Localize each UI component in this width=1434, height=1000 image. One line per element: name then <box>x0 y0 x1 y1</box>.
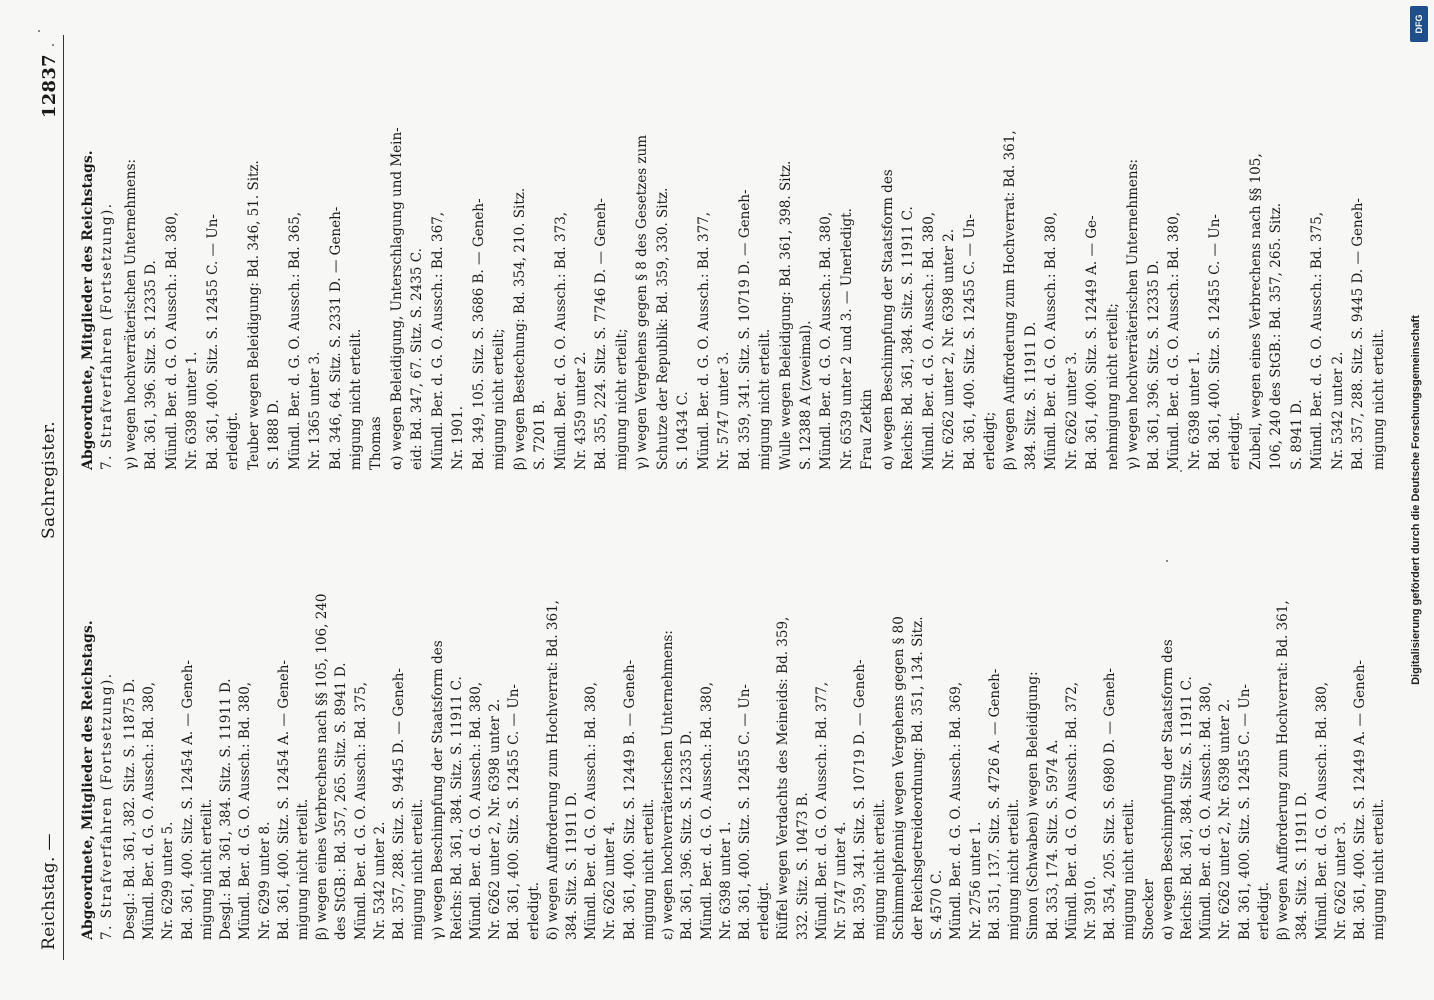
text-line: Mündl. Ber. d. G. O. Aussch.: Bd. 380, <box>1043 211 1060 470</box>
text-line: Nr. 6262 unter 3. <box>1332 821 1349 940</box>
text-line: Mündl. Ber. d. G. O. Aussch.: Bd. 380, <box>141 681 158 940</box>
text-line: Nr. 4359 unter 2. <box>572 351 589 470</box>
text-line: Mündl. Ber. d. G. O. Aussch.: Bd. 367, <box>429 211 446 470</box>
text-line: Bd. 357, 288. Sitz. S. 9445 D. — Geneh- <box>391 668 408 940</box>
text-line: Nr. 5342 unter 2. <box>371 821 388 940</box>
text-line: γ) wegen hochverräterischen Unternehmens: <box>123 158 139 470</box>
text-line: γ) wegen Beschimpfung der Staatsform des <box>429 640 446 940</box>
text-line: Desgl.: Bd. 361, 382. Sitz. S. 11875 D. <box>122 678 138 940</box>
text-line: β) wegen Bestechung: Bd. 354, 210. Sitz. <box>511 187 528 470</box>
rotated-page <box>17 30 1417 970</box>
text-line: Mündl. Ber. d. G. O. Aussch.: Bd. 375, <box>1309 211 1326 470</box>
text-line: Schutze der Republik: Bd. 359, 330. Sitz. <box>654 187 671 470</box>
text-line: Rüffel wegen Verdachts des Meineids: Bd. 359, <box>775 616 792 940</box>
text-line: Bd. 353, 174. Sitz. S. 5974 A. <box>1044 739 1061 940</box>
text-line: Mündl. Ber. d. G. O. Aussch.: Bd. 375, <box>352 681 369 940</box>
column-body <box>121 55 1389 470</box>
text-line: S. 8941 D. <box>1288 399 1305 470</box>
text-line: migung nicht erteilt. <box>640 798 657 940</box>
text-line: migung nicht erteilt; <box>613 328 630 470</box>
text-line: Mündl. Ber. d. G. O. Aussch.: Bd. 365, <box>286 211 303 470</box>
text-line: Bd. 361, 400. Sitz. S. 12455 C. — Un- <box>1207 214 1224 470</box>
dfg-logo: DFG <box>1410 6 1428 42</box>
text-line: β) wegen Aufforderung zum Hochverrat: Bd. 361, <box>1002 130 1019 470</box>
text-line: erledigt. <box>525 881 542 940</box>
text-line: S. 7201 B. <box>532 399 549 470</box>
text-line: Bd. 361, 400. Sitz. S. 12454 A. — Geneh- <box>179 660 196 940</box>
scan-speck <box>1180 470 1182 472</box>
text-line: Simon (Schwaben) wegen Beleidigung: <box>1025 671 1042 940</box>
text-line: Bd. 361, 400. Sitz. S. 12455 C. — Un- <box>506 684 523 940</box>
text-line: Mündl. Ber. d. G. O. Aussch.: Bd. 380, <box>237 681 254 940</box>
scan-speck <box>52 44 54 46</box>
text-line: Mündl. Ber. d. G. O. Aussch.: Bd. 380, <box>163 211 180 470</box>
text-line: Nr. 5747 unter 3. <box>716 351 733 470</box>
text-line: Mündl. Ber. d. G. O. Aussch.: Bd. 372, <box>1063 681 1080 940</box>
text-line: Mündl. Ber. d. G. O. Aussch.: Bd. 377, <box>695 211 712 470</box>
column-heading: Abgeordnete, Mitglieder des Reichstags. <box>80 150 96 470</box>
text-line: migung nicht erteilt. <box>294 798 311 940</box>
text-line: S. 1888 D. <box>266 399 283 470</box>
column-right <box>79 55 1389 470</box>
text-line: des StGB.: Bd. 357, 265. Sitz. S. 8941 D. <box>333 662 350 940</box>
text-line: 384. Sitz. S. 11911 D. <box>1022 321 1039 470</box>
text-line: Stoecker <box>1140 879 1157 940</box>
scan-speck <box>38 30 40 32</box>
text-line: Nr. 2756 unter 1. <box>967 821 984 940</box>
text-line: δ) wegen Aufforderung zum Hochverrat: Bd. 361, <box>544 600 561 940</box>
text-line: erledigt. <box>225 411 242 470</box>
text-line: migung nicht erteilt. <box>1371 798 1388 940</box>
text-line: β) wegen eines Verbrechens nach §§ 105, 106, 240 <box>314 593 331 940</box>
text-line: der Reichsgetreideordnung: Bd. 351, 134. Sitz. <box>909 616 926 940</box>
text-line: α) wegen Beleidigung, Unterschlagung und Mein- <box>388 127 405 470</box>
text-line: migung nicht erteilt. <box>1121 798 1138 940</box>
text-line: migung nicht erteilt. <box>1370 328 1387 470</box>
text-line: 106, 240 des StGB.: Bd. 357, 265. Sitz. <box>1268 202 1285 470</box>
text-line: nehmigung nicht erteilt; <box>1104 303 1121 470</box>
text-line: migung nicht erteilt. <box>410 798 427 940</box>
text-line: α) wegen Beschimpfung der Staatsform des <box>879 169 896 470</box>
text-line: Mündl. Ber. d. G. O. Aussch.: Bd. 380, <box>698 681 715 940</box>
text-line: Nr. 3910. <box>1082 875 1099 940</box>
text-line: Nr. 6299 unter 5. <box>160 821 177 940</box>
text-line: Mündl. Ber. d. G. O. Aussch.: Bd. 380, <box>1313 681 1330 940</box>
text-line: α) wegen Beschimpfung der Staatsform des <box>1159 639 1176 940</box>
text-line: migung nicht erteilt. <box>1006 798 1023 940</box>
text-line: Nr. 6398 unter 1. <box>184 351 201 470</box>
text-line: Nr. 6262 unter 3. <box>1063 351 1080 470</box>
header-rule <box>63 35 64 960</box>
column-body <box>121 525 1389 940</box>
page-number: 12837 <box>39 54 60 119</box>
text-line: Bd. 357, 288. Sitz. S. 9445 D. — Geneh- <box>1350 198 1367 470</box>
text-line: ε) wegen hochverräterischen Unternehmens: <box>660 630 677 940</box>
text-line: eid: Bd. 347, 67. Sitz. S. 2435 C. <box>409 248 426 470</box>
text-line: Desgl.: Bd. 361, 384. Sitz. S. 11911 D. <box>218 678 235 940</box>
text-line: Nr. 6398 unter 1. <box>717 821 734 940</box>
text-line: migung nicht erteilt. <box>347 328 364 470</box>
text-line: Mündl. Ber. d. G. O. Aussch.: Bd. 369, <box>948 681 965 940</box>
text-line: Bd. 359, 341. Sitz. S. 10719 D. — Geneh- <box>852 659 869 940</box>
text-line: Bd. 361, 400. Sitz. S. 12449 A. — Ge- <box>1084 215 1101 470</box>
text-line: Mündl. Ber. d. G. O. Aussch.: Bd. 373, <box>552 211 569 470</box>
text-line: Bd. 359, 341. Sitz. S. 10719 D. — Geneh- <box>736 189 753 470</box>
text-line: γ) wegen hochverräterischen Unternehmens: <box>1125 158 1142 470</box>
text-line: Bd. 351, 137. Sitz. S. 4726 A. — Geneh- <box>986 668 1003 940</box>
text-line: Bd. 361, 400. Sitz. S. 12455 C. — Un- <box>1236 684 1253 940</box>
text-line: Nr. 6262 unter 2, Nr. 6398 unter 2. <box>1217 698 1234 940</box>
text-line: Nr. 6262 unter 2, Nr. 6398 unter 2. <box>941 228 958 470</box>
text-line: Bd. 361, 400. Sitz. S. 12455 C. — Un- <box>961 214 978 470</box>
header-left: Reichstag. — <box>39 833 59 950</box>
column-subheading: 7. Strafverfahren (Fortsetzung). <box>99 202 115 470</box>
text-line: 332. Sitz. S. 10473 B. <box>794 792 811 940</box>
text-line: migung nicht erteilt. <box>757 328 774 470</box>
text-line: 384. Sitz. S. 11911 D. <box>564 791 581 940</box>
text-line: Frau Zetkin <box>859 389 876 470</box>
text-line: erledigt. <box>1227 411 1244 470</box>
text-line: Reichs: Bd. 361, 384. Sitz. S. 11911 C. <box>1179 676 1196 940</box>
text-line: Nr. 6262 unter 4. <box>602 821 619 940</box>
text-line: Nr. 6398 unter 1. <box>1186 351 1203 470</box>
text-line: Nr. 5342 unter 2. <box>1329 351 1346 470</box>
scan-speck <box>1166 560 1168 562</box>
header-center: Sachregister. <box>39 421 59 539</box>
text-line: Bd. 361, 400. Sitz. S. 12449 B. — Geneh- <box>621 659 638 940</box>
running-header <box>39 30 79 970</box>
text-line: S. 12388 A (zweimal). <box>797 320 814 470</box>
text-line: Wulle wegen Beleidigung: Bd. 361, 398. Sitz. <box>777 160 794 470</box>
funding-note-text: Digitalisierung gefördert durch die Deutsche Forschungsgemeinschaft <box>1410 315 1422 685</box>
text-line: S. 10434 C. <box>675 391 692 470</box>
text-line: migung nicht erteilt. <box>198 798 215 940</box>
text-line: Mündl. Ber. d. G. O. Aussch.: Bd. 380, <box>467 681 484 940</box>
funding-note <box>1406 5 1426 995</box>
text-line: Bd. 354, 205. Sitz. S. 6980 D. — Geneh- <box>1102 668 1119 940</box>
text-line: 384. Sitz. S. 11911 D. <box>1294 791 1311 940</box>
text-line: Mündl. Ber. d. G. O. Aussch.: Bd. 380, <box>583 681 600 940</box>
text-line: migung nicht erteilt; <box>491 328 508 470</box>
text-line: Nr. 1365 unter 3. <box>307 351 324 470</box>
text-line: β) wegen Aufforderung zum Hochverrat: Bd. 361, <box>1275 600 1292 940</box>
text-line: Teuber wegen Beleidigung: Bd. 346, 51. Sitz. <box>245 160 262 470</box>
text-line: Bd. 355, 224. Sitz. S. 7746 D. — Geneh- <box>593 198 610 470</box>
text-line: erledigt; <box>982 411 999 470</box>
text-line: Reichs: Bd. 361, 384. Sitz. S. 11911 C. <box>900 206 917 470</box>
text-line: Bd. 349, 105. Sitz. S. 3686 B. — Geneh- <box>470 198 487 470</box>
text-line: erledigt. <box>1255 881 1272 940</box>
column-left <box>79 525 1389 940</box>
text-line: Nr. 5747 unter 4. <box>833 821 850 940</box>
text-line: erledigt. <box>756 881 773 940</box>
text-line: Nr. 6539 unter 2 und 3. — Unerledigt. <box>838 208 855 470</box>
text-line: Bd. 361, 396. Sitz. S. 12335 D. <box>143 260 160 470</box>
text-line: Mündl. Ber. d. G. O. Aussch.: Bd. 380, <box>1166 211 1183 470</box>
text-line: Mündl. Ber. d. G. O. Aussch.: Bd. 380, <box>1198 681 1215 940</box>
text-line: migung nicht erteilt. <box>871 798 888 940</box>
column-heading: Abgeordnete, Mitglieder des Reichstags. <box>80 620 96 940</box>
text-line: Mündl. Ber. d. G. O. Aussch.: Bd. 380, <box>920 211 937 470</box>
text-line: Zubeil, wegen eines Verbrechens nach §§ 105, <box>1247 153 1264 470</box>
column-subheading: 7. Strafverfahren (Fortsetzung). <box>99 672 115 940</box>
text-line: Bd. 361, 400. Sitz. S. 12449 A. — Geneh- <box>1352 660 1368 940</box>
text-line: γ) wegen Vergehens gegen § 8 des Gesetzes zum <box>634 134 651 470</box>
text-line: Bd. 346, 64. Sitz. S. 2331 D. — Geneh- <box>327 206 344 470</box>
text-line: Bd. 361, 400. Sitz. S. 12455 C. — Un- <box>204 214 221 470</box>
text-line: Bd. 361, 396. Sitz. S. 12335 D. <box>679 730 696 940</box>
text-line: Nr. 6299 unter 8. <box>256 821 273 940</box>
text-line: S. 4570 C. <box>929 869 946 940</box>
text-line: Nr. 1901. <box>450 405 467 470</box>
text-line: Reichs: Bd. 361, 384. Sitz. S. 11911 C. <box>448 676 465 940</box>
text-line: Mündl. Ber. d. G. O. Aussch.: Bd. 380, <box>818 211 835 470</box>
text-line: Bd. 361, 400. Sitz. S. 12454 A. — Geneh- <box>275 660 292 940</box>
text-line: Mündl. Ber. d. G. O. Aussch.: Bd. 377, <box>813 681 830 940</box>
text-line: Bd. 361, 396. Sitz. S. 12335 D. <box>1145 260 1162 470</box>
text-line: Bd. 361, 400. Sitz. S. 12455 C. — Un- <box>737 684 753 940</box>
text-line: Thomas <box>368 416 385 470</box>
text-line: Schimmelpfennig wegen Vergehens gegen § 80 <box>890 616 907 940</box>
text-line: Nr. 6262 unter 2, Nr. 6398 unter 2. <box>487 698 504 940</box>
